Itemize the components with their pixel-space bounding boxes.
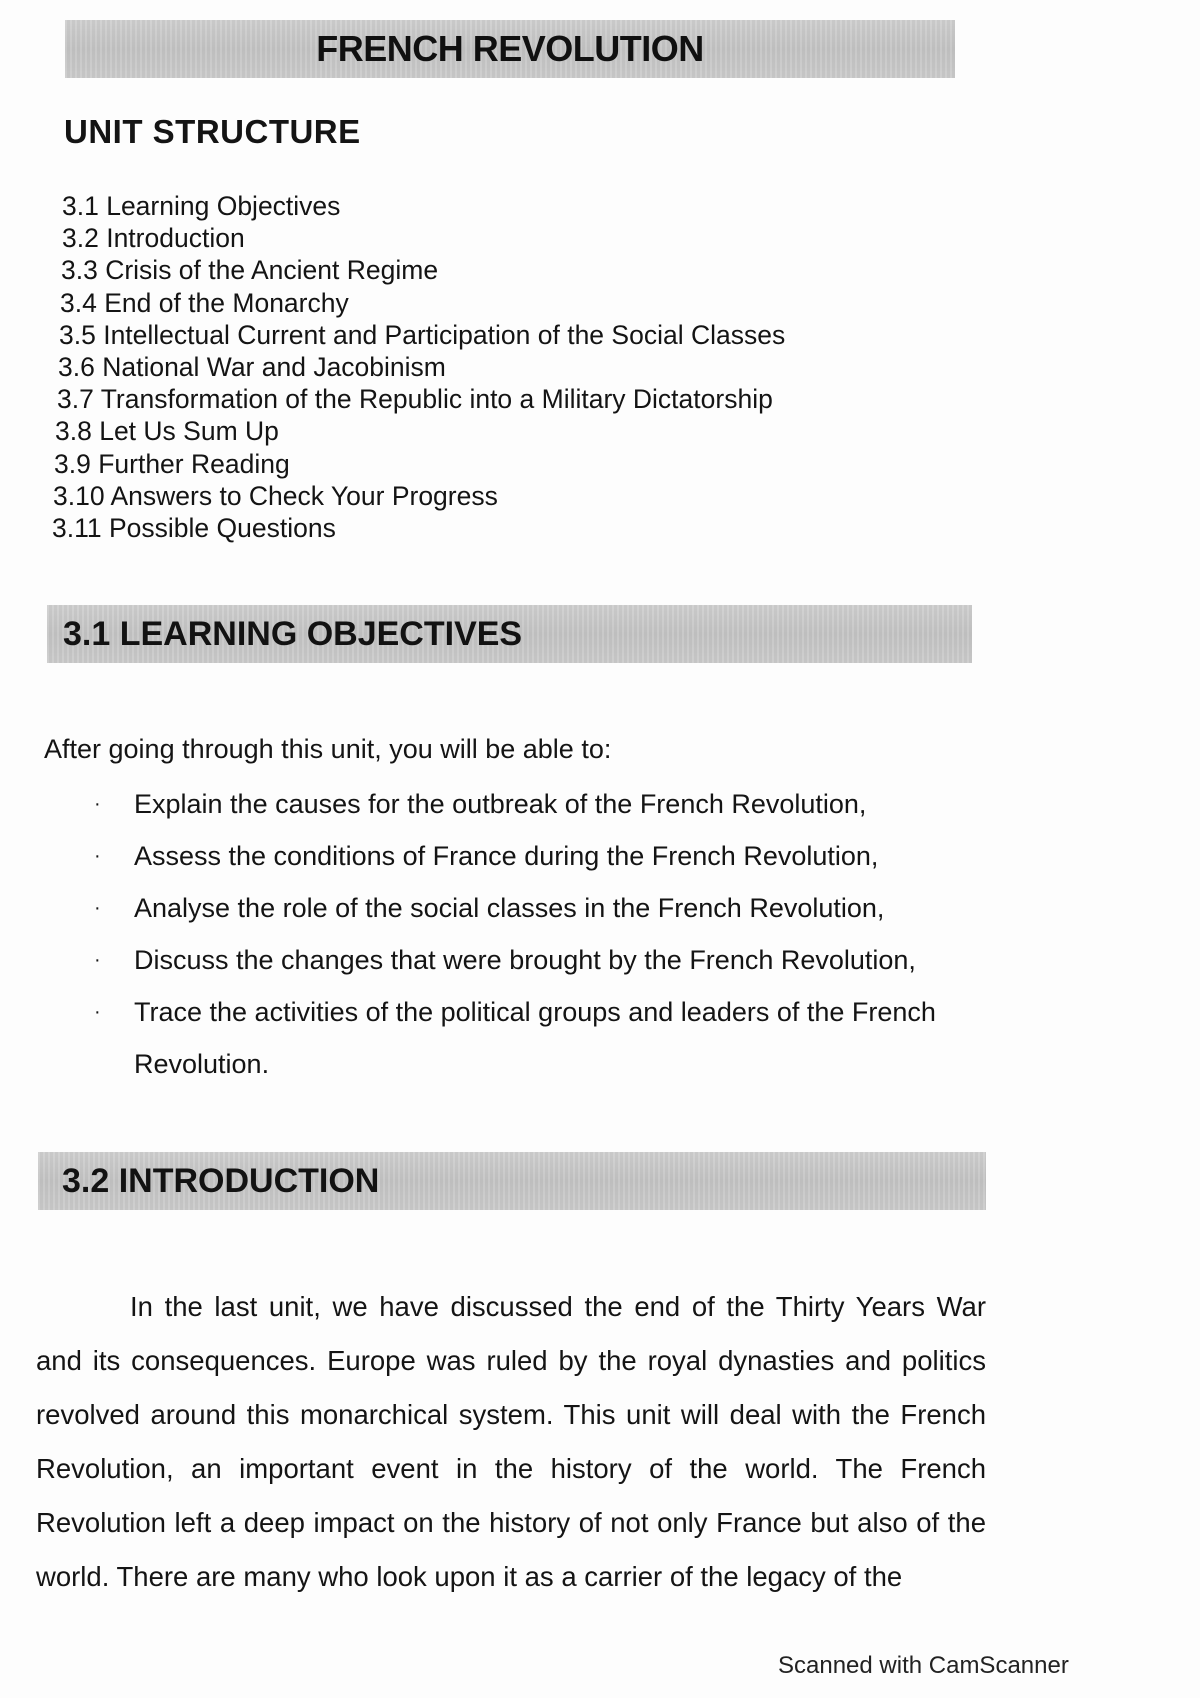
introduction-heading: 3.2 INTRODUCTION [62, 1161, 380, 1200]
objectives-list [90, 778, 1014, 1098]
objective-text: Explain the causes for the outbreak of the French Revolution, [134, 789, 867, 819]
toc-item: 3.5 Intellectual Current and Participation of the Social Classes [59, 319, 786, 350]
list-item [90, 986, 1014, 1098]
list-item [90, 778, 1014, 830]
toc-item: 3.3 Crisis of the Ancient Regime [61, 255, 439, 286]
bullet-icon: · [94, 897, 101, 919]
learning-objectives-banner [47, 605, 972, 663]
toc-item: 3.9 Further Reading [54, 448, 290, 479]
introduction-paragraph: In the last unit, we have discussed the end of the Thirty Years War and its consequences. Europe was ruled by the royal dynasties and politics revolved around this monarchical system. This unit will deal with the French Revolution, an important event in the history of the world. The French Revolution left a deep impact on the history of not only France but also of the world. There are many who look upon it as a carrier of the legacy of the [36, 1291, 986, 1592]
bullet-icon: · [94, 1001, 101, 1023]
list-item [90, 934, 1014, 986]
list-item [90, 882, 1014, 934]
bullet-icon: · [94, 949, 101, 971]
objective-text: Trace the activities of the political groups and leaders of the French Revolution. [134, 997, 936, 1079]
objectives-lead-text: After going through this unit, you will be able to: [44, 734, 612, 764]
toc-item: 3.2 Introduction [62, 223, 245, 254]
bullet-icon: · [94, 845, 101, 867]
objective-text: Analyse the role of the social classes in the French Revolution, [134, 893, 885, 923]
toc-item: 3.7 Transformation of the Republic into a Military Dictatorship [57, 384, 773, 415]
toc-item: 3.1 Learning Objectives [62, 191, 341, 221]
objective-text: Discuss the changes that were brought by the French Revolution, [134, 945, 916, 975]
toc-item: 3.8 Let Us Sum Up [55, 416, 279, 447]
toc-item: 3.10 Answers to Check Your Progress [53, 480, 498, 511]
toc-item: 3.11 Possible Questions [52, 513, 336, 544]
introduction-banner [38, 1152, 986, 1210]
bullet-icon: · [94, 793, 101, 815]
table-of-contents [52, 190, 785, 544]
unit-structure-heading: UNIT STRUCTURE [64, 113, 361, 150]
learning-objectives-heading: 3.1 LEARNING OBJECTIVES [63, 614, 523, 653]
title-banner [65, 20, 955, 78]
scanner-watermark: Scanned with CamScanner [778, 1652, 1069, 1679]
list-item [90, 830, 1014, 882]
toc-item: 3.6 National War and Jacobinism [58, 352, 446, 383]
toc-item: 3.4 End of the Monarchy [60, 287, 349, 318]
document-title: FRENCH REVOLUTION [316, 28, 704, 69]
objective-text: Assess the conditions of France during the French Revolution, [134, 841, 879, 871]
